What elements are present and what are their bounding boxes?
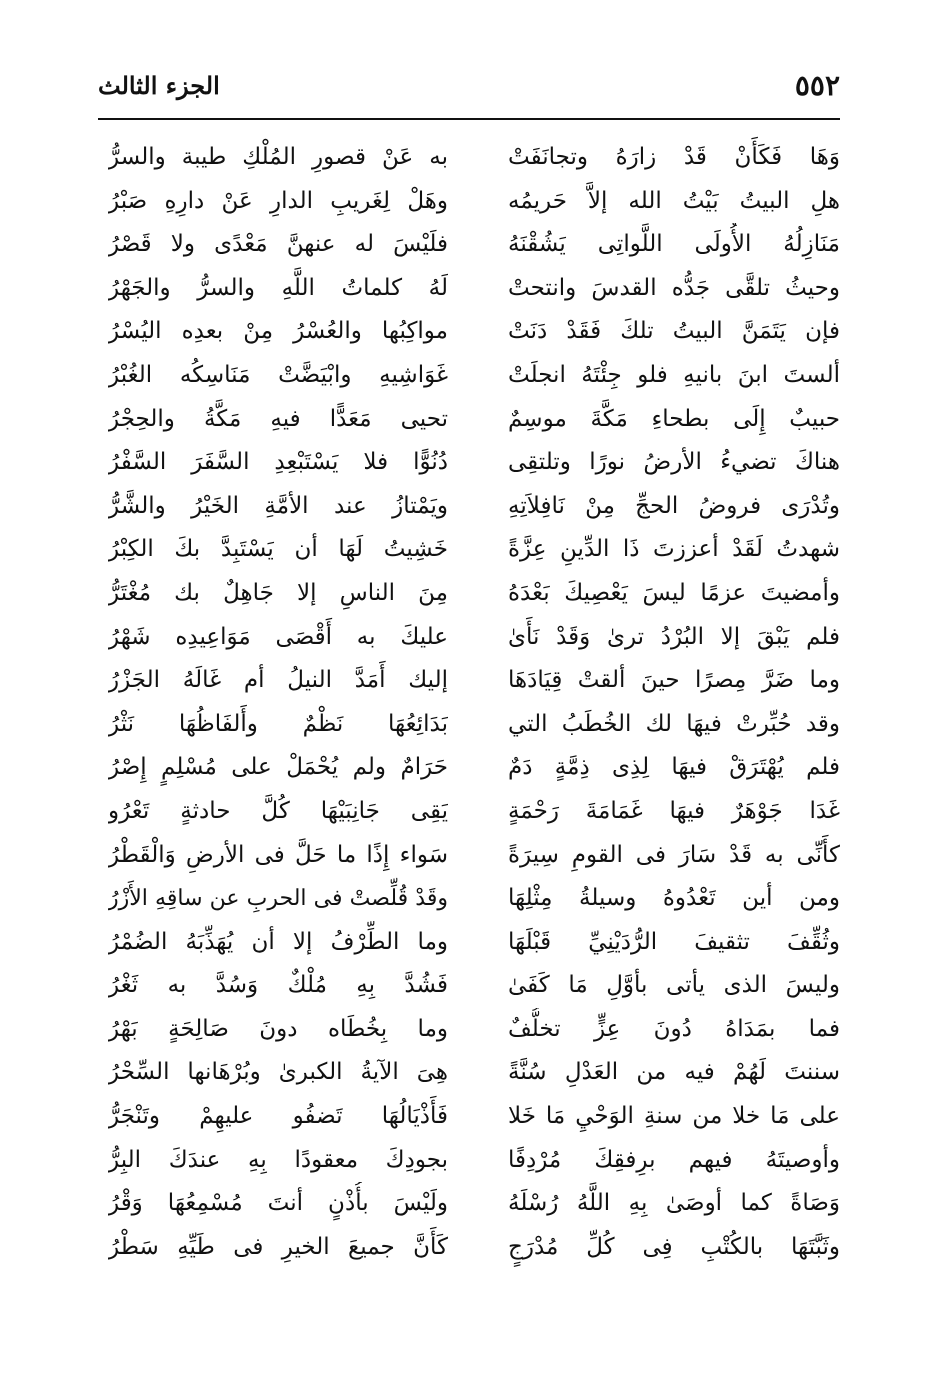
verse-first-hemistich: ألستَ ابنَ بانيهِ فلو جِئْتَهُ انجلَتْ bbox=[508, 361, 840, 388]
page-number: ٥٥٢ bbox=[794, 69, 840, 102]
verse-first-hemistich: وَهَا فَكَأَنْ قَدْ زارَهُ وتجانَفَتْ bbox=[508, 144, 840, 170]
verse-first-hemistich: سننتَ لَهُمْ فيه من العَدْلِ سُنَّةً bbox=[508, 1059, 840, 1086]
verse-second-hemistich: إليك أَمَدَّ النيلُ أم غَالَهُ الجَزْرُ bbox=[108, 667, 448, 694]
verse-first-hemistich: هناكَ تضيءُ الأرضُ نورًا وتلتقِى bbox=[508, 449, 840, 476]
verse-first-hemistich: وما ضَرَّ مِصرًا حينَ ألقتْ قِيَادَهَا bbox=[508, 667, 840, 694]
verse-second-hemistich: مِنَ الناسِ إلا جَاهِلٌ بك مُغْتَرُّ bbox=[108, 579, 448, 606]
verse-first-hemistich: وَصَاةً كما أوصَىٰ بِهِ اللَّهُ رُسْلَهُ bbox=[508, 1190, 840, 1217]
verse-line bbox=[98, 964, 840, 1008]
verse-first-hemistich: وأمضيتَ عزمًا ليسَ يَعْصِيكَ بَعْدَهُ bbox=[508, 579, 840, 606]
verse-second-hemistich: وقَدْ قُلِّصتْ فى الحربِ عن ساقِهِ الأَزْرُ bbox=[108, 886, 448, 912]
verse-line bbox=[98, 1139, 840, 1183]
verse-first-hemistich: وحيثُ تلقَّى جَدُّه القدسَ وانتحتْ bbox=[508, 274, 840, 301]
verse-second-hemistich: وما بِخُطَاه دونَ صَالِحَةٍ بَهْرُ bbox=[108, 1015, 448, 1042]
verse-second-hemistich: عليكَ به أَقْصَى مَوَاعِيدِه شَهْرُ bbox=[108, 623, 448, 650]
verse-first-hemistich: فلم يَبْقَ إلا البُرْدُ ترىٰ وَقَدْ نَأَىٰ bbox=[508, 623, 840, 650]
verse-line bbox=[98, 790, 840, 834]
verse-first-hemistich: كأَنِّى به قَدْ سَارَ فى القومِ سِيرَةً bbox=[508, 841, 840, 868]
verse-line bbox=[98, 1182, 840, 1226]
verse-second-hemistich: غَوَاشِيهِ وابْيَضَّتْ مَنَاسِكُه الغُبْرُ bbox=[108, 361, 448, 388]
verse-line bbox=[98, 703, 840, 747]
verse-line bbox=[98, 223, 840, 267]
verse-line bbox=[98, 921, 840, 965]
verse-first-hemistich: حبيبٌ إِلَى بطحاءِ مَكَّةَ موسِمٌ bbox=[508, 405, 840, 432]
verse-first-hemistich: شهدتُ لَقَدْ أعززتَ ذَا الدِّينِ عِزَّةً bbox=[508, 536, 840, 563]
verse-second-hemistich: ويَمْتازُ عند الأمَّةِ الخَيْرُ والشَّرُّ bbox=[108, 492, 448, 519]
verse-first-hemistich: فلم يُهْتَرَقْ فيهَا لِذِى ذِمَّةٍ دَمٌ bbox=[508, 754, 840, 781]
verse-line bbox=[98, 746, 840, 790]
verse-second-hemistich: سَواء إِذًا ما حَلَّ فى الأرضِ وَالْقَطْرُ bbox=[108, 841, 448, 868]
running-title: الجزء الثالث bbox=[98, 71, 220, 100]
verse-line bbox=[98, 834, 840, 878]
verse-second-hemistich: فَشُدَّ بِهِ مُلْكٌ وَسُدَّ به ثَغْرُ bbox=[108, 972, 448, 999]
verse-first-hemistich: وثُقِّفَ تثقيفَ الرُّدَيْنِيِّ قَبْلَهَا bbox=[508, 928, 840, 955]
verse-second-hemistich: ولَيْسَ بأُذْنٍ أنتَ مُسْمِعُهَا وَقْرُ bbox=[108, 1190, 448, 1217]
verse-second-hemistich: خَشِيتُ لَهَا أن يَسْتَبِدَّ بكَ الكِبْرُ bbox=[108, 536, 448, 563]
verse-second-hemistich: حَرَامٌ ولم يُحْمَلْ على مُسْلِمٍ إِصْرُ bbox=[108, 754, 448, 781]
verse-line bbox=[98, 136, 840, 180]
verse-line bbox=[98, 441, 840, 485]
verse-line bbox=[98, 1051, 840, 1095]
verse-first-hemistich: وقد حُبِّرتْ فيهَا لك الخُطَبُ التي bbox=[508, 710, 840, 737]
verse-first-hemistich: وأوصيتَهُ فيهم برِفقِكَ مُرْدِفًا bbox=[508, 1146, 840, 1173]
page-header bbox=[98, 62, 840, 120]
verse-first-hemistich: فما بمَدَاهُ دُونَ عِزٍّ تخلُّفٌ bbox=[508, 1015, 840, 1042]
verse-line bbox=[98, 485, 840, 529]
verse-second-hemistich: وما الطِّرْفُ إلا أن يُهَذِّبَهُ الضُمْرُ bbox=[108, 928, 448, 955]
verse-line bbox=[98, 310, 840, 354]
verse-second-hemistich: فلَيْسَ له عنهنَّ مَعْدًى ولا قَصْرُ bbox=[108, 231, 448, 258]
verse-second-hemistich: بَدَائِعُهَا نَظْمٌ وأَلفَاظُهَا نَثْرُ bbox=[108, 710, 448, 737]
verse-first-hemistich: هلِ البيتُ بَيْتُ الله إلاَّ حَريمُه bbox=[508, 187, 840, 214]
verse-first-hemistich: وتُدْرَى فروضُ الحجِّ مِنْ نَافِلاَتِهِ bbox=[508, 492, 840, 519]
verse-line bbox=[98, 616, 840, 660]
verse-line bbox=[98, 528, 840, 572]
verse-line bbox=[98, 267, 840, 311]
verse-line bbox=[98, 659, 840, 703]
verse-second-hemistich: بجودِكَ معقودًا بِهِ عندَكَ البِرُّ bbox=[108, 1146, 448, 1173]
verse-line bbox=[98, 572, 840, 616]
verse-line bbox=[98, 180, 840, 224]
verse-second-hemistich: تحيى مَعَدًّا فيهِ مَكَّةُ والحِجْرُ bbox=[108, 405, 448, 432]
verse-second-hemistich: لَهُ كلماتُ اللَّهِ والسرُّ والجَهْرُ bbox=[108, 274, 448, 301]
verse-second-hemistich: به عَنْ قصورِ المُلْكِ طيبة والسرُّ bbox=[108, 144, 448, 170]
verse-first-hemistich: غَدَا جَوْهَرٌ فيهَا غَمَامَةَ رَحْمَةٍ bbox=[508, 797, 840, 824]
verse-second-hemistich: وهَلْ لِغَريبِ الدارِ عَنْ دارِهِ صَبْرُ bbox=[108, 187, 448, 214]
verse-line bbox=[98, 1095, 840, 1139]
verse-line bbox=[98, 1008, 840, 1052]
verse-second-hemistich: فَأَذْيَالُهَا تَضفُو عليهِمْ وتَنْجَرُّ bbox=[108, 1103, 448, 1130]
verse-line bbox=[98, 354, 840, 398]
verse-line bbox=[98, 877, 840, 921]
verse-first-hemistich: وليسَ الذى يأتى بأوَّلِ مَا كَفَىٰ bbox=[508, 972, 840, 999]
verse-first-hemistich: فإن يَتَمَنَّ البيتُ تلكَ فَقَدْ دَنَتْ bbox=[508, 318, 840, 345]
verse-first-hemistich: مَنَازِلُهُ الأُولَى اللَّواتِى يَشُقْنَهُ bbox=[508, 231, 840, 258]
verse-second-hemistich: كَأَنَّ جميعَ الخيرِ فى طَيِّهِ سَطْرُ bbox=[108, 1233, 448, 1260]
verse-second-hemistich: مواكِبُها والعُسْرُ مِنْ بعدِه اليُسْرُ bbox=[108, 318, 448, 345]
header-rule bbox=[98, 118, 840, 120]
verse-second-hemistich: يَقِى جَانِبَيْهَا كُلَّ حادثةٍ تَعْرُو bbox=[108, 797, 448, 824]
poem-verses bbox=[98, 136, 840, 1269]
verse-line bbox=[98, 1226, 840, 1270]
verse-first-hemistich: على مَا خلا من سنةِ الوَحْيِ مَا خَلا bbox=[508, 1103, 840, 1130]
verse-first-hemistich: ومن أين تَعْدُوهُ وسيلةُ مِثْلِهَا bbox=[508, 885, 840, 912]
verse-second-hemistich: هِىَ الآيةُ الكبرىٰ وبُرْهَانها السِّحْرُ bbox=[108, 1059, 448, 1086]
verse-first-hemistich: وثَبَّتَهَا بالكُتْبِ فِى كُلِّ مُدْرَجٍ bbox=[508, 1233, 840, 1260]
verse-second-hemistich: دُنُوًّا فلا يَسْتَبْعِدِ السَّفَرَ السَّفْرُ bbox=[108, 449, 448, 476]
verse-line bbox=[98, 398, 840, 442]
